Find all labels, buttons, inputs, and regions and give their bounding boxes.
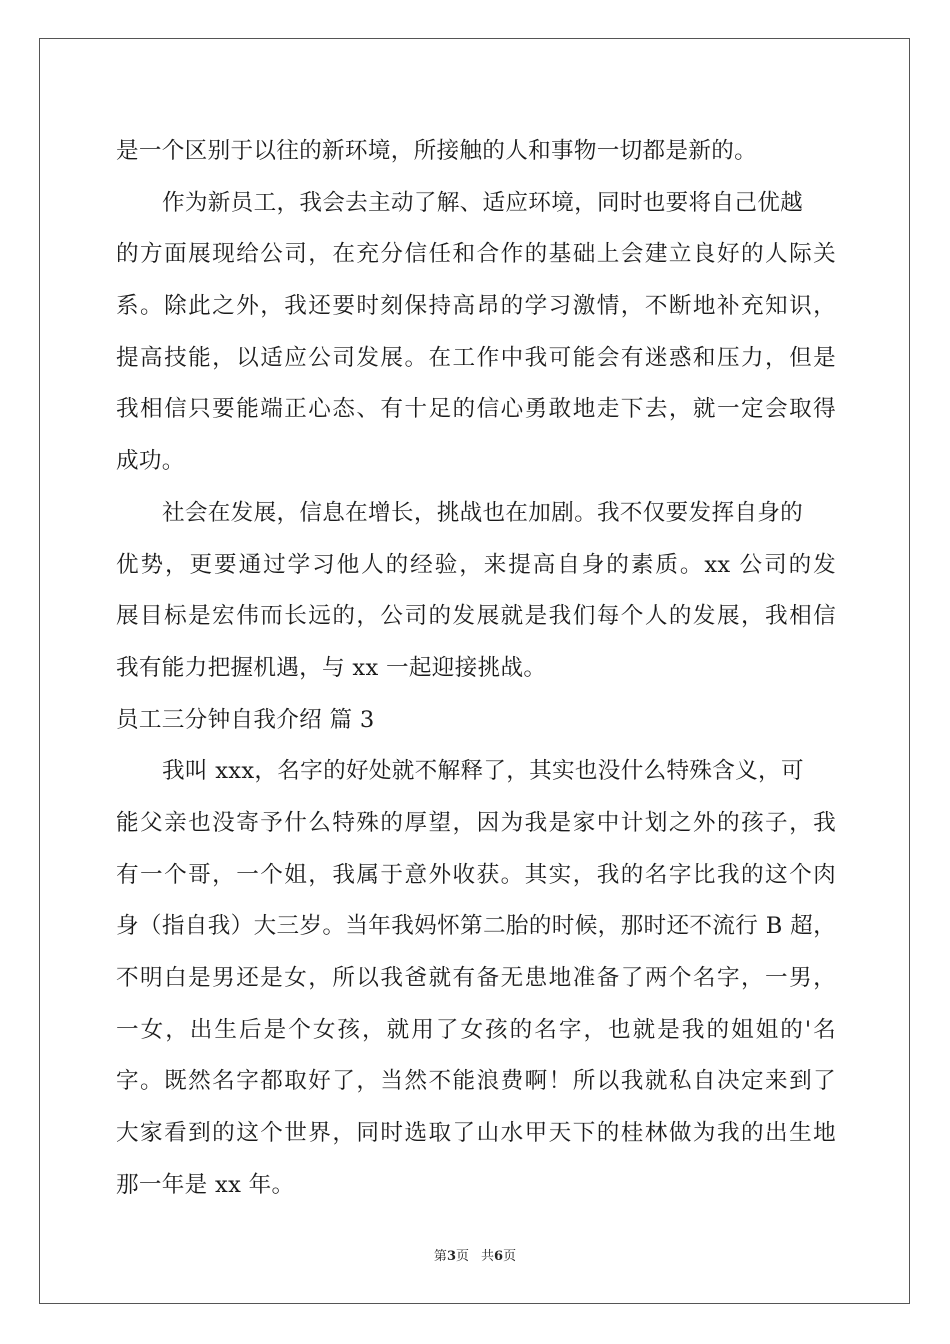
paragraph-line: 作为新员工，我会去主动了解、适应环境，同时也要将自己优越 <box>162 189 804 216</box>
section-heading: 员工三分钟自我介绍 篇 3 <box>116 706 375 733</box>
paragraph-line: 大家看到的这个世界，同时选取了山水甲天下的桂林做为我的出生地 <box>116 1120 836 1147</box>
paragraph-line: 是一个区别于以往的新环境，所接触的人和事物一切都是新的。 <box>116 138 758 164</box>
page-footer <box>0 1248 950 1266</box>
paragraph-line: 成功。 <box>116 448 185 475</box>
total-label-unit: 页 <box>503 1249 517 1264</box>
paragraph-line: 一女，出生后是个女孩，就用了女孩的名字，也就是我的姐姐的'名 <box>116 1016 836 1043</box>
total-label-prefix: 共 <box>481 1249 495 1264</box>
paragraph-line: 那一年是 xx 年。 <box>116 1171 295 1198</box>
paragraph-line: 身（指自我）大三岁。当年我妈怀第二胎的时候，那时还不流行 B 超， <box>116 913 836 940</box>
page-label-unit: 页 <box>455 1249 469 1264</box>
document-body <box>116 126 836 1211</box>
paragraph-line: 系。除此之外，我还要时刻保持高昂的学习激情，不断地补充知识， <box>116 293 836 320</box>
page-total: 6 <box>494 1249 504 1264</box>
page-label-prefix: 第 <box>433 1249 447 1264</box>
paragraph-line: 我有能力把握机遇，与 xx 一起迎接挑战。 <box>116 654 547 681</box>
paragraph-line: 我相信只要能端正心态、有十足的信心勇敢地走下去，就一定会取得 <box>116 396 836 423</box>
page-current: 3 <box>446 1249 456 1264</box>
paragraph-line: 有一个哥，一个姐，我属于意外收获。其实，我的名字比我的这个肉 <box>116 861 836 888</box>
paragraph-line: 提高技能，以适应公司发展。在工作中我可能会有迷惑和压力，但是 <box>116 344 836 371</box>
paragraph-line: 我叫 xxx，名字的好处就不解释了，其实也没什么特殊含义，可 <box>162 758 804 785</box>
paragraph-line: 展目标是宏伟而长远的，公司的发展就是我们每个人的发展，我相信 <box>116 603 836 630</box>
paragraph-line: 的方面展现给公司，在充分信任和合作的基础上会建立良好的人际关 <box>116 241 836 268</box>
paragraph-line: 社会在发展，信息在增长，挑战也在加剧。我不仅要发挥自身的 <box>162 499 804 526</box>
paragraph-line: 能父亲也没寄予什么特殊的厚望，因为我是家中计划之外的孩子，我 <box>116 809 836 836</box>
paragraph-line: 不明白是男还是女，所以我爸就有备无患地准备了两个名字，一男， <box>116 965 836 991</box>
paragraph-line: 优势，更要通过学习他人的经验，来提高自身的素质。xx 公司的发 <box>116 551 836 578</box>
paragraph-line: 字。既然名字都取好了，当然不能浪费啊！所以我就私自决定来到了 <box>116 1068 836 1095</box>
